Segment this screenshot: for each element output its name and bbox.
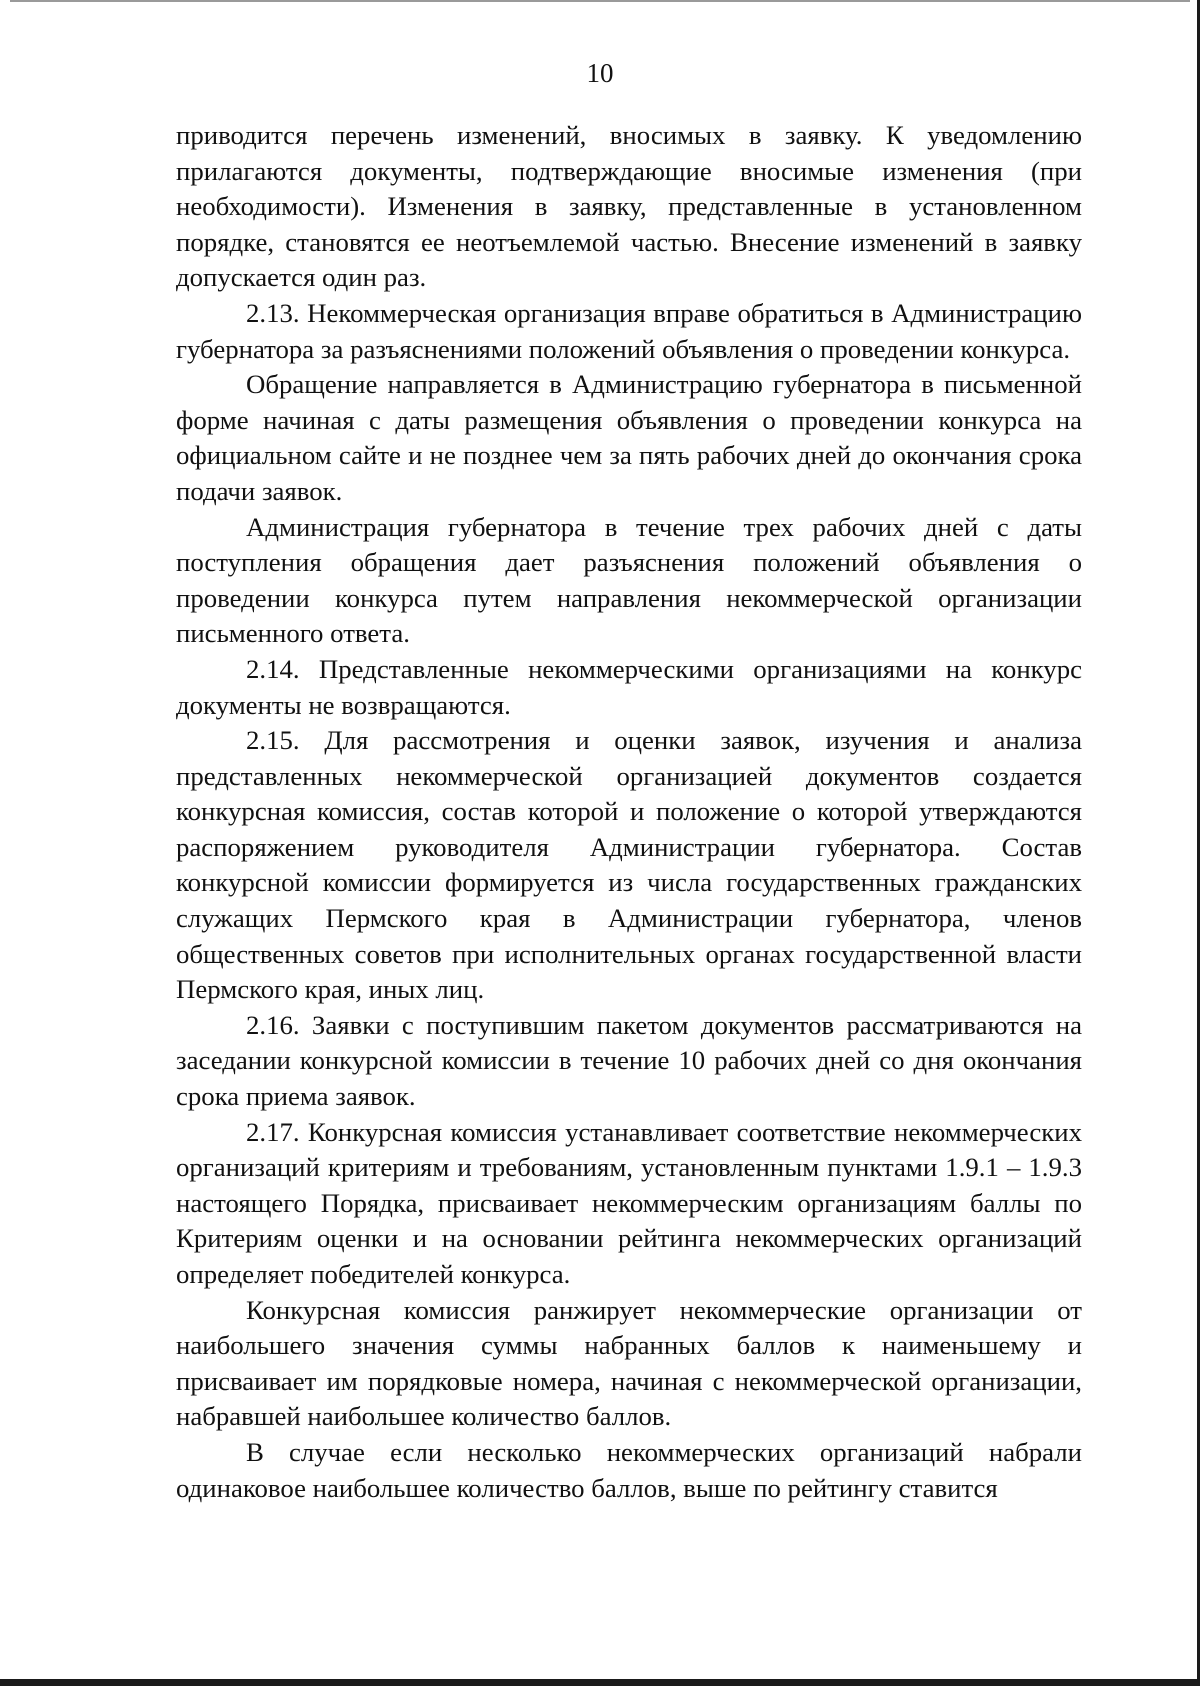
paragraph: Обращение направляется в Администрацию губернатора в письменной форме начиная с даты размещения объявления о проведении конкурса на официальном сайте и не позднее чем за пять рабочих дней до окончания срока подачи заявок. bbox=[176, 369, 1082, 506]
paragraph: В случае если несколько некоммерческих организаций набрали одинаковое наибольшее количество баллов, выше по рейтингу ставится bbox=[176, 1436, 1082, 1503]
scan-top-edge bbox=[10, 0, 1190, 2]
paragraph: 2.14. Представленные некоммерческими организациями на конкурс документы не возвращаются. bbox=[176, 653, 1082, 720]
page-number: 10 bbox=[586, 58, 614, 88]
document-body bbox=[176, 118, 1082, 1506]
scan-bottom-edge bbox=[0, 1679, 1200, 1686]
paragraph: 2.15. Для рассмотрения и оценки заявок, изучения и анализа представленных некоммерческой организацией документов создается конкурсная комиссия, состав которой и положение о которой утверждаются распоряжением руководителя Администрации губернатора. Состав конкурсной комиссии формируется из числа государственных гражданских служащих Пермского края в Администрации губернатора, членов общественных советов при исполнительных органах государственной власти Пермского края, иных лиц. bbox=[176, 725, 1082, 1005]
paragraph: Конкурсная комиссия ранжирует некоммерческие организации от наибольшего значения суммы набранных баллов к наименьшему и присваивает им порядковые номера, начиная с некоммерческой организации, набравшей наибольшее количество баллов. bbox=[176, 1294, 1082, 1432]
paragraph: Администрация губернатора в течение трех рабочих дней с даты поступления обращения дает разъяснения положений объявления о проведении конкурса путем направления некоммерческой организации письменного ответа. bbox=[176, 511, 1082, 649]
paragraph: 2.17. Конкурсная комиссия устанавливает соответствие некоммерческих организаций критериям и требованиям, установленным пунктами 1.9.1 – 1.9.3 настоящего Порядка, присваивает некоммерческим организациям баллы по Критериям оценки и на основании рейтинга некоммерческих организаций определяет победителей конкурса. bbox=[176, 1116, 1082, 1289]
paragraph: приводится перечень изменений, вносимых в заявку. К уведомлению прилагаются документы, подтверждающие вносимые изменения (при необходимости). Изменения в заявку, представленные в установленном порядке, становятся ее неотъемлемой частью. Внесение изменений в заявку допускается один раз. bbox=[176, 120, 1082, 293]
paragraph: 2.16. Заявки с поступившим пакетом документов рассматриваются на заседании конкурсной комиссии в течение 10 рабочих дней со дня окончания срока приема заявок. bbox=[176, 1009, 1082, 1112]
paragraph: 2.13. Некоммерческая организация вправе обратиться в Администрацию губернатора за разъяснениями положений объявления о проведении конкурса. bbox=[176, 297, 1082, 364]
